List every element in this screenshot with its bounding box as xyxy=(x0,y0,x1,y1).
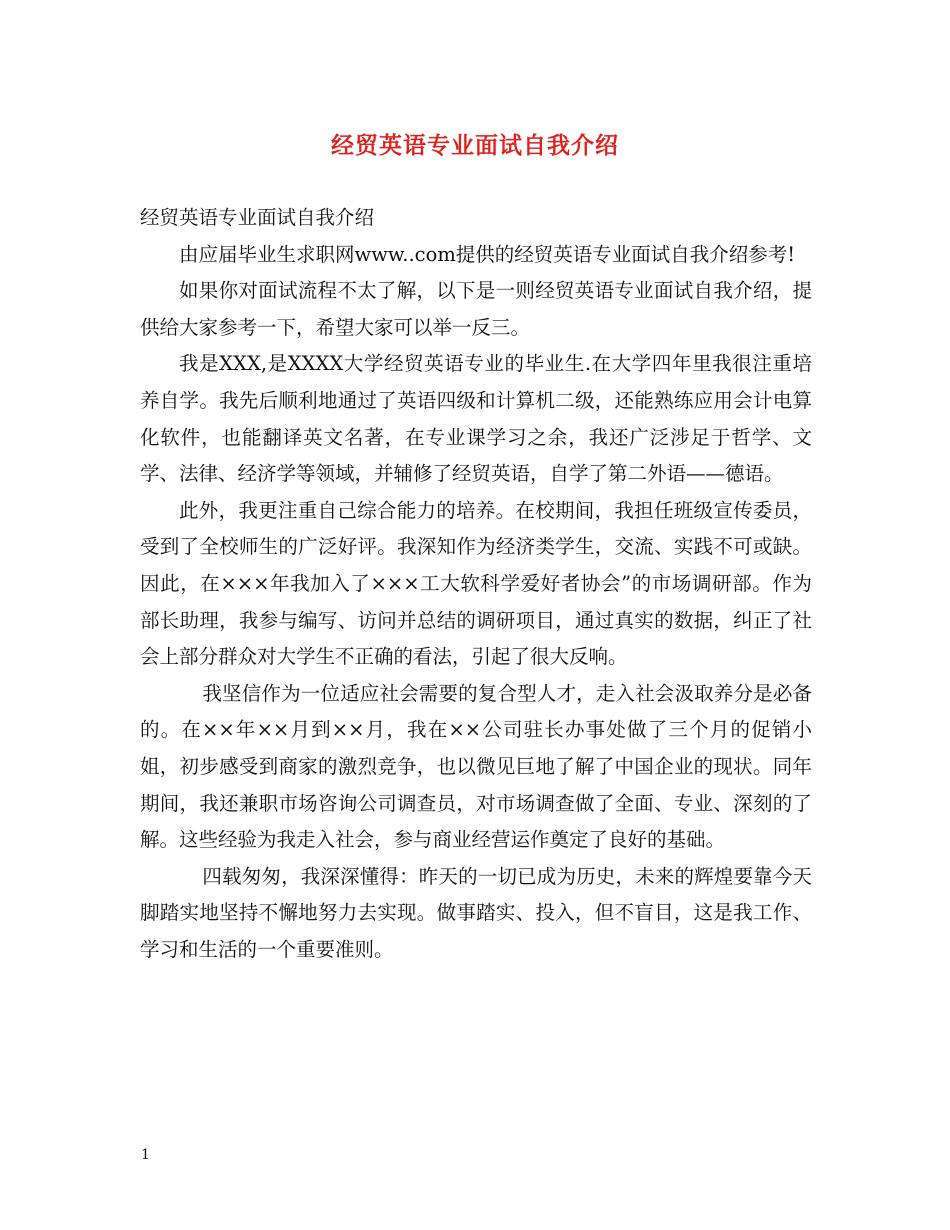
document-title: 经贸英语专业面试自我介绍 xyxy=(331,132,619,159)
body-paragraph: 如果你对面试流程不太了解，以下是一则经贸英语专业面试自我介绍，提供给大家参考一下，希望大家可以举一反三。 xyxy=(140,279,812,339)
body-paragraph: 我是XXX,是XXXX大学经贸英语专业的毕业生.在大学四年里我很注重培养自学。我先后顺利地通过了英语四级和计算机二级，还能熟练应用会计电算化软件，也能翻译英文名著，在专业课学习之余，我还广泛涉足于哲学、文学、法律、经济学等领域，并辅修了经贸英语，自学了第二外语——德语。 xyxy=(140,352,812,486)
body-paragraph: 此外，我更注重自己综合能力的培养。在校期间，我担任班级宣传委员，受到了全校师生的广泛好评。我深知作为经济类学生，交流、实践不可或缺。因此，在×××年我加入了×××工大软科学爱好者协会”的市场调研部。作为部长助理，我参与编写、访问并总结的调研项目，通过真实的数据，纠正了社会上部分群众对大学生不正确的看法，引起了很大反响。 xyxy=(140,498,812,669)
page-number: 1 xyxy=(141,1147,150,1163)
body-paragraph: 由应届毕业生求职网www..com提供的经贸英语专业面试自我介绍参考! xyxy=(179,242,796,266)
body-paragraph: 我坚信作为一位适应社会需要的复合型人才，走入社会汲取养分是必备的。在××年××月到××月，我在××公司驻长办事处做了三个月的促销小姐，初步感受到商家的激烈竞争，也以微见巨地了解了中国企业的现状。同年期间，我还兼职市场咨询公司调查员，对市场调查做了全面、专业、深刻的了解。这些经验为我走入社会，参与商业经营运作奠定了良好的基础。 xyxy=(140,681,812,852)
document-body xyxy=(140,200,812,968)
body-paragraph: 四载匆匆，我深深懂得：昨天的一切已成为历史，未来的辉煌要靠今天脚踏实地坚持不懈地努力去实现。做事踏实、投入，但不盲目，这是我工作、学习和生活的一个重要准则。 xyxy=(140,864,812,961)
subheading-paragraph: 经贸英语专业面试自我介绍 xyxy=(140,206,375,229)
